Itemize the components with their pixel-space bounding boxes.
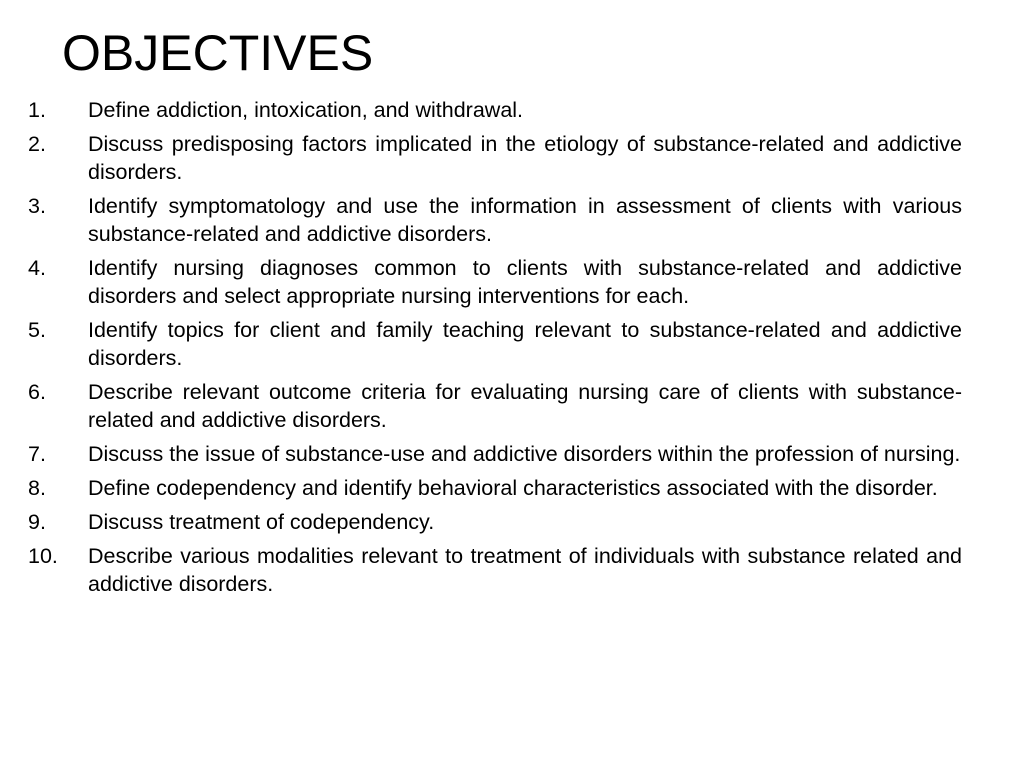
objective-text: Describe relevant outcome criteria for evaluating nursing care of clients with substance-related and addictive disorders. xyxy=(88,380,962,432)
objective-item xyxy=(28,378,962,434)
objective-text: Identify topics for client and family teaching relevant to substance-related and addictive disorders. xyxy=(88,318,962,370)
objective-text: Define addiction, intoxication, and withdrawal. xyxy=(88,98,524,122)
objective-text: Identify nursing diagnoses common to clients with substance-related and addictive disorders and select appropriate nursing interventions for each. xyxy=(88,256,962,308)
objective-number: 2. xyxy=(28,132,46,156)
objective-item xyxy=(28,542,962,598)
objective-item xyxy=(28,96,962,124)
objective-item xyxy=(28,254,962,310)
objective-number: 1. xyxy=(28,98,46,122)
objective-number: 10. xyxy=(28,544,58,568)
objective-number: 9. xyxy=(28,510,46,534)
objective-item xyxy=(28,440,962,468)
objective-item xyxy=(28,474,962,502)
objective-item xyxy=(28,130,962,186)
objective-number: 8. xyxy=(28,476,46,500)
objective-item xyxy=(28,316,962,372)
slide-title: OBJECTIVES xyxy=(62,25,374,81)
objective-text: Discuss predisposing factors implicated in the etiology of substance-related and addictive disorders. xyxy=(88,132,962,184)
objective-text: Discuss the issue of substance-use and addictive disorders within the profession of nursing. xyxy=(88,442,961,466)
objective-item xyxy=(28,508,962,536)
objective-item xyxy=(28,192,962,248)
objective-text: Discuss treatment of codependency. xyxy=(88,510,435,534)
objective-number: 5. xyxy=(28,318,46,342)
objective-text: Identify symptomatology and use the information in assessment of clients with various substance-related and addictive disorders. xyxy=(88,194,962,246)
objective-number: 4. xyxy=(28,256,46,280)
objective-number: 3. xyxy=(28,194,46,218)
objectives-list xyxy=(28,96,962,604)
objective-text: Describe various modalities relevant to treatment of individuals with substance related and addictive disorders. xyxy=(88,544,962,596)
objective-number: 7. xyxy=(28,442,46,466)
objective-number: 6. xyxy=(28,380,46,404)
objective-text: Define codependency and identify behavioral characteristics associated with the disorder. xyxy=(88,476,938,500)
